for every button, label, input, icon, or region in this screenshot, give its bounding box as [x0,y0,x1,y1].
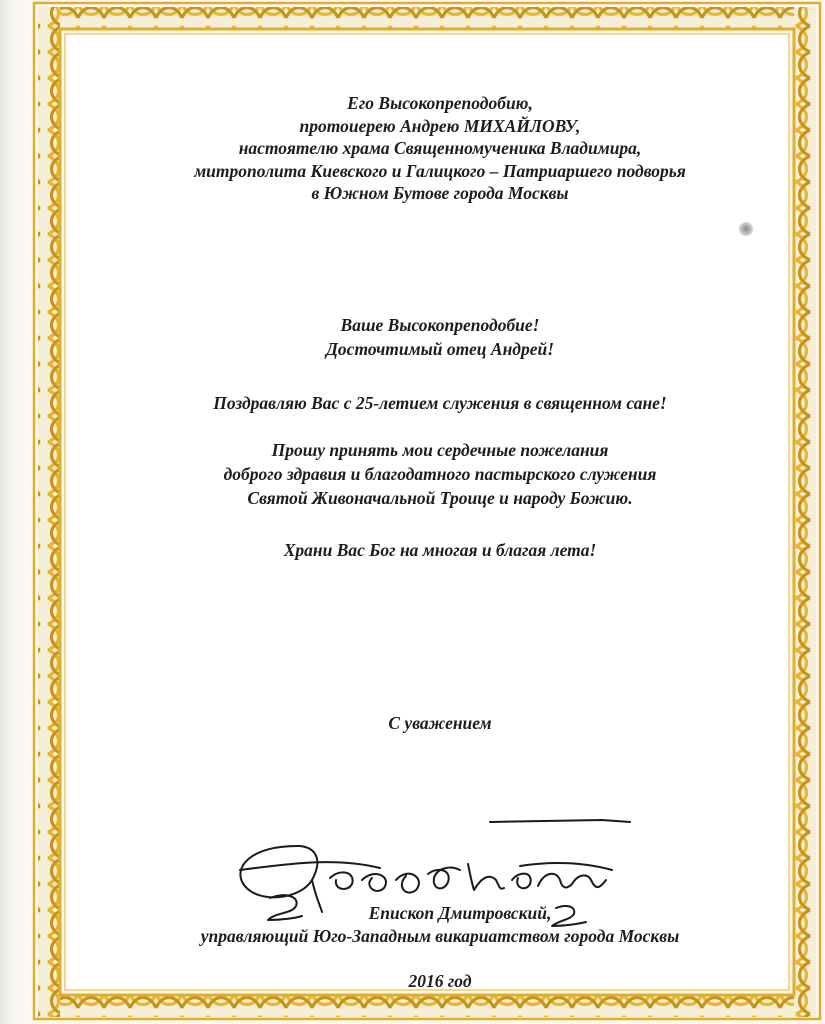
congratulation-text: Поздравляю Вас с 25-летием служения в священном сане! [213,393,667,413]
wishes-line: доброго здравия и благодатного пастырского служения [223,464,657,484]
signatory-title: Епископ Дмитровский, [368,903,552,923]
salutation [100,313,780,361]
closing-text: С уважением [388,713,492,733]
ink-smudge [739,222,753,236]
wishes-line: Прошу принять мои сердечные пожелания [271,440,609,460]
addressee-block [100,92,780,205]
addressee-line: протоиерею Андрею МИХАЙЛОВУ, [299,115,581,136]
addressee-line: настоятелю храма Священномученика Владимира, [238,138,642,158]
year-text: 2016 год [408,971,472,991]
addressee-line: митрополита Киевского и Галицкого – Патриаршего подворья [194,160,686,181]
signatory-office: управляющий Юго-Западным викариатством города Москвы [200,926,680,946]
addressee-line: Его Высокопреподобию, [347,93,533,113]
addressee-line: в Южном Бутове города Москвы [311,183,569,203]
salutation-line: Ваше Высокопреподобие! [340,315,540,335]
signatory-block [100,902,780,948]
wishes-block [100,438,780,510]
wishes-line: Святой Живоначальной Троице и народу Божию. [247,488,633,508]
salutation-line: Досточтимый отец Андрей! [325,339,555,359]
blessing-text: Храни Вас Бог на многая и благая лета! [283,540,597,560]
